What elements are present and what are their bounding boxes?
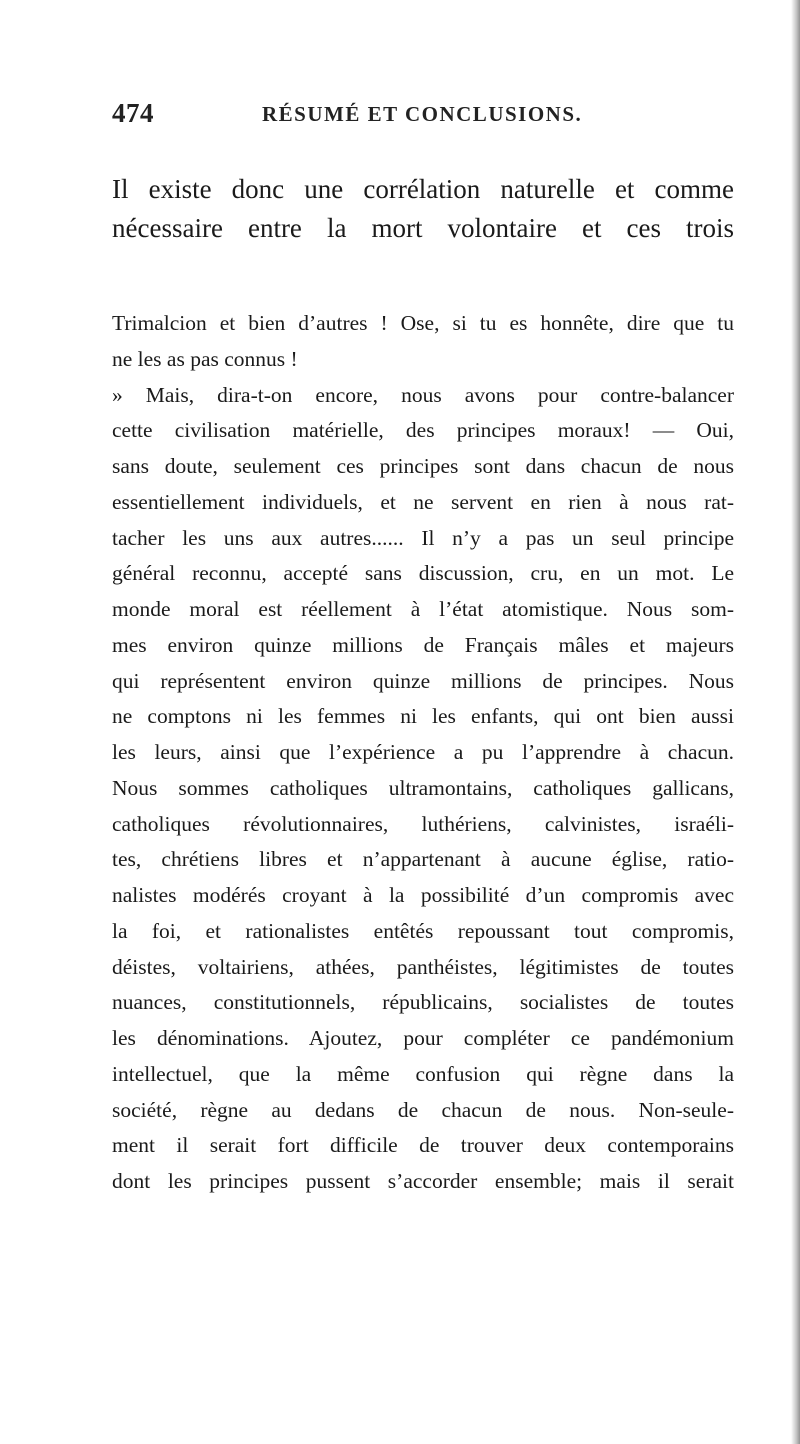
- text-line: qui représentent environ quinze millions de principes. Nous: [112, 668, 734, 693]
- text-line: intellectuel, que la même confusion qui règne dans la: [112, 1061, 734, 1086]
- page-edge-shadow: [791, 0, 800, 1444]
- text-line: nuances, constitutionnels, républicains, socialistes de toutes: [112, 990, 734, 1015]
- text-line: général reconnu, accepté sans discussion, cru, en un mot. Le: [112, 561, 734, 586]
- body-text: [112, 306, 734, 1200]
- text-line: essentiellement individuels, et ne servent en rien à nous rat-: [112, 489, 734, 514]
- text-line: tes, chrétiens libres et n’appartenant à aucune église, ratio-: [112, 847, 734, 872]
- text-line: déistes, voltairiens, athées, panthéistes, légitimistes de toutes: [112, 954, 734, 979]
- text-line: Nous sommes catholiques ultramontains, catholiques gallicans,: [112, 775, 734, 800]
- text-line: tacher les uns aux autres...... Il n’y a pas un seul principe: [112, 525, 734, 550]
- text-line: catholiques révolutionnaires, luthériens, calvinistes, israéli-: [112, 811, 734, 836]
- text-line: ne comptons ni les femmes ni les enfants, qui ont bien aussi: [112, 704, 734, 729]
- text-line: dont les principes pussent s’accorder ensemble; mais il serait: [112, 1169, 734, 1193]
- text-line: les leurs, ainsi que l’expérience a pu l’apprendre à chacun.: [112, 740, 734, 764]
- text-line: nécessaire entre la mort volontaire et ces trois: [112, 213, 734, 243]
- text-line: ne les as pas connus !: [112, 346, 298, 371]
- text-line: sans doute, seulement ces principes sont dans chacun de nous: [112, 454, 734, 478]
- text-line: ment il serait fort difficile de trouver deux contemporains: [112, 1133, 734, 1158]
- text-line: nalistes modérés croyant à la possibilité d’un compromis avec: [112, 883, 734, 907]
- text-line: société, règne au dedans de chacun de nous. Non-seule-: [112, 1097, 734, 1122]
- text-line: la foi, et rationalistes entêtés repoussant tout compromis,: [112, 918, 734, 943]
- text-line: cette civilisation matérielle, des principes moraux! — Oui,: [112, 418, 734, 443]
- text-line: » Mais, dira-t-on encore, nous avons pour contre-balancer: [112, 382, 734, 407]
- text-line: les dénominations. Ajoutez, pour compléter ce pandémonium: [112, 1026, 734, 1050]
- page-header: [112, 98, 672, 132]
- opening-lines: [112, 170, 734, 248]
- text-line: Trimalcion et bien d’autres ! Ose, si tu es honnête, dire que tu: [112, 311, 734, 335]
- text-line: Il existe donc une corrélation naturelle et comme: [112, 174, 734, 204]
- text-line: monde moral est réellement à l’état atomistique. Nous som-: [112, 597, 734, 621]
- page-number: 474: [112, 98, 154, 128]
- text-line: mes environ quinze millions de Français mâles et majeurs: [112, 632, 734, 657]
- running-title: RÉSUMÉ ET CONCLUSIONS.: [262, 102, 583, 126]
